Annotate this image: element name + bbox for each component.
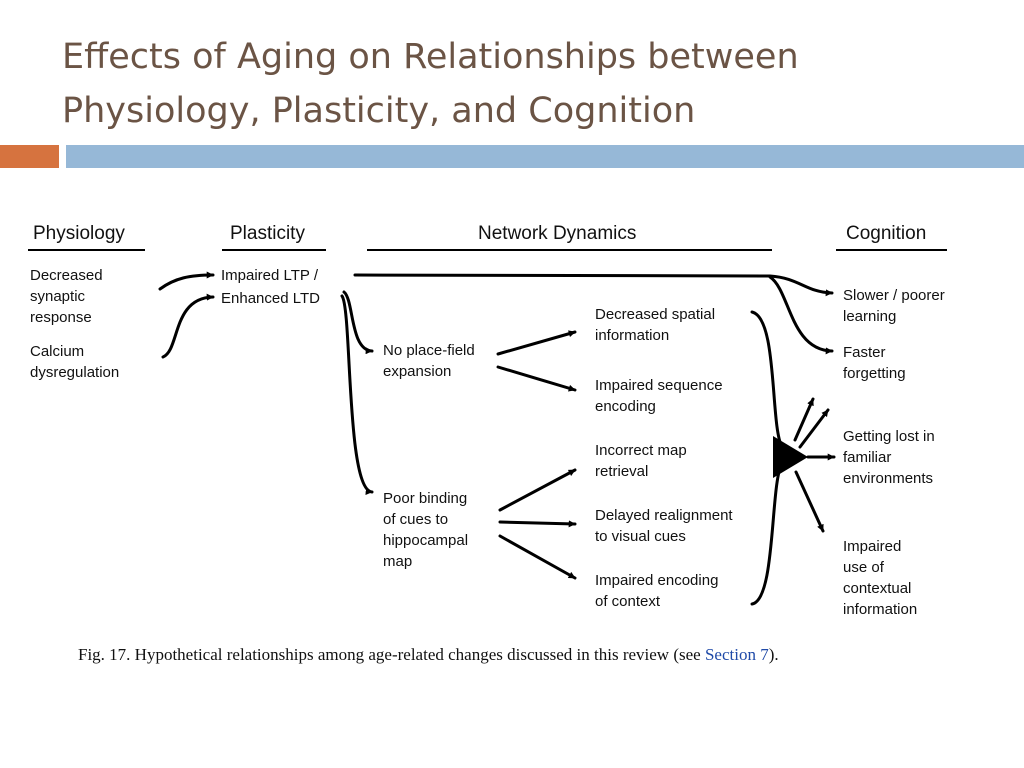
arrow-hub-to-contextual (796, 472, 823, 531)
node-impaired-encoding-context: Impaired encoding of context (595, 572, 719, 610)
brace-upper-network (752, 312, 782, 447)
caption-prefix: Fig. 17. Hypothetical relationships among age-related changes discussed in this review (see (78, 645, 705, 664)
node-getting-lost: Getting lost in familiar environments (843, 428, 935, 487)
aging-diagram (0, 200, 1024, 640)
arrow-place-field-to-spatial (498, 332, 575, 354)
arrow-ltp-to-poor-binding (342, 296, 372, 492)
header-plasticity: Plasticity (230, 223, 305, 244)
arrow-place-field-to-sequence (498, 367, 575, 390)
node-decreased-spatial-information: Decreased spatial information (595, 306, 716, 344)
accent-bar-orange (0, 145, 59, 168)
brace-lower-network (752, 463, 782, 604)
header-network-dynamics: Network Dynamics (478, 223, 637, 244)
caption-suffix: ). (768, 645, 779, 664)
node-no-place-field-expansion: No place-field expansion (383, 342, 475, 380)
arrow-ltp-to-forgetting (770, 277, 832, 351)
slide-title-line-2: Physiology, Plasticity, and Cognition (62, 91, 696, 131)
node-incorrect-map-retrieval: Incorrect map retrieval (595, 442, 687, 480)
node-decreased-synaptic-response: Decreased synaptic response (30, 267, 103, 326)
slide-title-line-1: Effects of Aging on Relationships between (62, 37, 799, 77)
node-poor-binding: Poor binding of cues to hippocampal map (383, 490, 469, 570)
node-faster-forgetting: Faster forgetting (843, 344, 906, 382)
header-physiology: Physiology (33, 223, 125, 244)
arrow-ltp-to-learning (355, 275, 832, 293)
node-delayed-realignment: Delayed realignment to visual cues (595, 507, 733, 545)
arrow-calcium-to-ltp (163, 297, 213, 357)
arrow-binding-to-map-retrieval (500, 470, 575, 510)
node-impaired-ltp: Impaired LTP / Enhanced LTD (221, 267, 320, 307)
figure-caption (78, 645, 779, 665)
node-impaired-contextual-use: Impaired use of contextual information (843, 538, 918, 618)
accent-bar-blue (66, 145, 1024, 168)
slide-title (62, 30, 962, 138)
arrow-binding-to-realignment (500, 522, 575, 524)
arrow-binding-to-context-encoding (500, 536, 575, 578)
node-calcium-dysregulation: Calcium dysregulation (30, 343, 120, 381)
caption-section-link[interactable]: Section 7 (704, 645, 769, 664)
header-cognition: Cognition (846, 223, 927, 244)
node-slower-poorer-learning: Slower / poorer learning (843, 287, 945, 325)
arrow-synaptic-to-ltp (160, 275, 213, 289)
node-impaired-sequence-encoding: Impaired sequence encoding (595, 377, 723, 415)
